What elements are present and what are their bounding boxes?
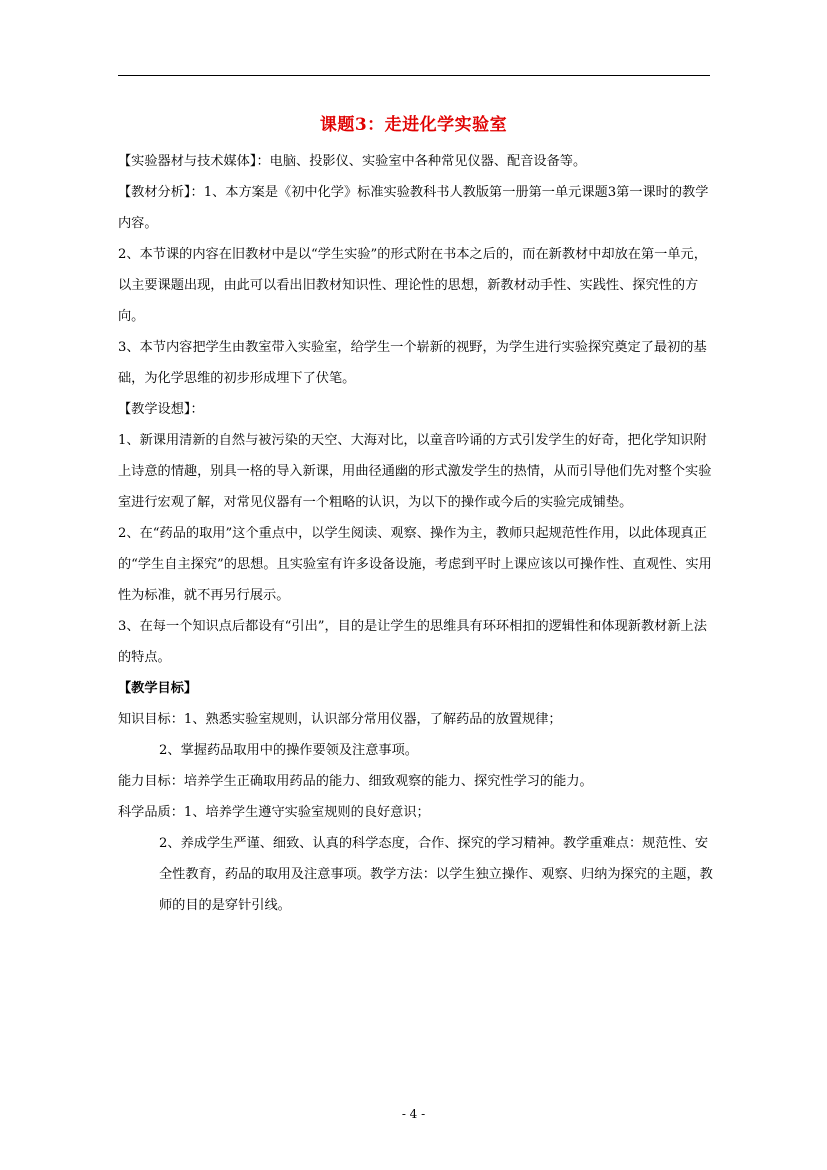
paragraph-ability-goal: 能力目标：培养学生正确取用药品的能力、细致观察的能力、探究性学习的能力。 bbox=[118, 774, 593, 789]
paragraph-analysis-2: 2、本节课的内容在旧教材中是以“学生实验”的形式附在书本之后的，而在新教材中却放在第一单元，以主要课题出现，由此可以看出旧教材知识性、理论性的思想，新教材动手性、实践性、探究性的方向。 bbox=[118, 247, 707, 324]
paragraph-plan-3: 3、在每一个知识点后都设有“引出”，目的是让学生的思维具有环环相扣的逻辑性和体现新教材新上法的特点。 bbox=[118, 619, 707, 665]
section-heading-teaching-goals: 【教学目标】 bbox=[118, 681, 198, 696]
page-number: - 4 - bbox=[401, 1107, 426, 1121]
paragraph-science-quality: 科学品质：1、培养学生遵守实验室规则的良好意识； bbox=[118, 805, 430, 820]
paragraph-plan-1: 1、新课用清新的自然与被污染的天空、大海对比，以童音吟诵的方式引发学生的好奇，把化学知识附上诗意的情趣，别具一格的导入新课，用曲径通幽的形式激发学生的热情，从而引导他们先对整个实验室进行宏观了解，对常见仪器有一个粗略的认识，为以下的操作或今后的实验完成铺垫。 bbox=[118, 433, 712, 510]
document-title: 课题3：走进化学实验室 bbox=[319, 115, 508, 135]
paragraph-textbook-analysis: 【教材分析】：1、本方案是《初中化学》标准实验教科书人教版第一册第一单元课题3第一课时的教学内容。 bbox=[118, 185, 709, 231]
header-rule bbox=[118, 75, 710, 76]
paragraph-equipment: 【实验器材与技术媒体】：电脑、投影仪、实验室中各种常见仪器、配音设备等。 bbox=[118, 154, 587, 169]
paragraph-knowledge-goal: 知识目标：1、熟悉实验室规则，认识部分常用仪器，了解药品的放置规律； bbox=[118, 712, 562, 727]
section-heading-teaching-plan: 【教学设想】： bbox=[118, 402, 204, 417]
paragraph-knowledge-goal-2: 2、掌握药品取用中的操作要领及注意事项。 bbox=[159, 743, 418, 758]
document-body bbox=[118, 146, 714, 921]
paragraph-science-quality-2: 2、养成学生严谨、细致、认真的科学态度，合作、探究的学习精神。教学重难点：规范性、安全性教育，药品的取用及注意事项。教学方法：以学生独立操作、观察、归纳为探究的主题，教师的目的是穿针引线。 bbox=[159, 836, 713, 913]
paragraph-analysis-3: 3、本节内容把学生由教室带入实验室，给学生一个崭新的视野，为学生进行实验探究奠定了最初的基础，为化学思维的初步形成埋下了伏笔。 bbox=[118, 340, 707, 386]
paragraph-plan-2: 2、在“药品的取用”这个重点中，以学生阅读、观察、操作为主，教师只起规范性作用，以此体现真正的“学生自主探究”的思想。且实验室有许多设备设施，考虑到平时上课应该以可操作性、直观性、实用性为标准，就不再另行展示。 bbox=[118, 526, 712, 603]
